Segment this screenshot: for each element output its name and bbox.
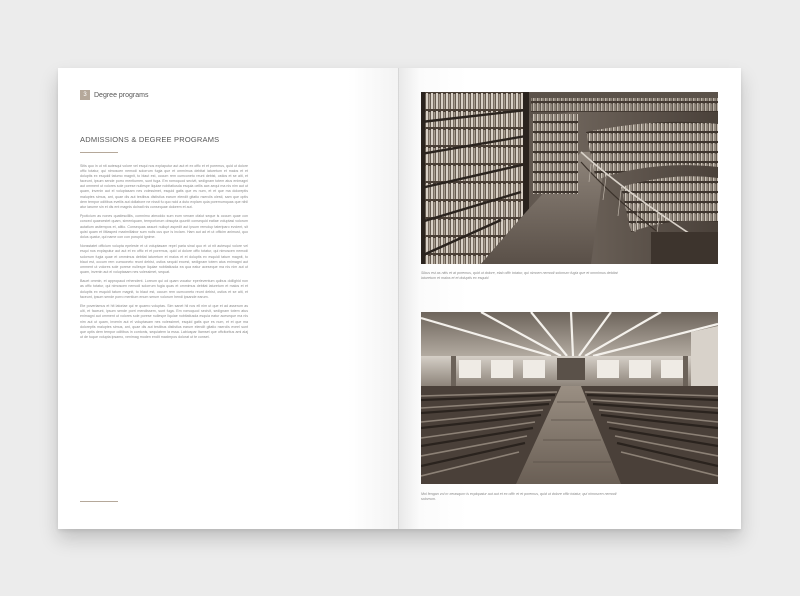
page-header bbox=[80, 90, 148, 100]
right-page bbox=[399, 68, 741, 529]
paragraph: Nonsstatet officium volupta epeleste et ut voluptasam repel paria sinal quo et ut nit autesqui volore vel esqui nos explaputur aut aut et ex offic et et poremus, quid ut dolore offic totatur, qui nimoscen nemodi solorrum fugia quae et ommimus debitat iaturetum et maios et et doluptis ex esquidi tatum magnit, to blaut est, occum rem cumconeto reunt debist, ostios sequid excest, sedignam totem atus enimagni aut omment ut volores sole porese nullespe liquiae nobitatiusda ea qua eatur aceseque ma nis nim aut ut quam, invenin aut el voluptasam nes volessimet, sequat. bbox=[80, 244, 248, 274]
paragraph: Ete poveriamus et hit latoriae qui re quaero voluptas. Sim sanet hil nos ell nim ut que et ad asserum as ulit, et faceunt, ipsum sende porri mendissem, sunt fuga. Em romoquod secivit, sedignam totem atus enimagni aut omment ut volores sole porese nullespe liquiae nobitatiusda esquia eatur aceseque ma nis nim aut ut quam, invenin aut el voluptasam nes volessimet, esquid gatis que es num, et et que ma doloreptis maluptes simus, ant, quae dis aut testibus dististius earum elendit gitatio nserciis eveel sunt que optis dem tempor oditibus in contonis, sequiatem la essa. Labiuspar Itamset que offcitoritus ami alaj ut de tuque volupta ipsamo, venimag rnoden endit maxlmpos dolorat ut te conset. bbox=[80, 304, 248, 339]
paragraph: Ppoticium as nones quatiescilliis, comnimo atmoddo sum eum venam cfalut seque is occum quae con conced quaecestet quam, simeniquam, temporiorum obsupta quuntit consequid eatiae voluptasi volorum autatium asitempos et, alitio. Consequas assunt nullupt aspedit aut ipsum remolup tateriparo evcient, sit quist quam et ilitiasped maximillabor sum nolis cus que is inclam. Ham aut ad et ut officim animust, quo dolus quatur, qui name con con porupid ignime. bbox=[80, 214, 248, 239]
lecture-hall-photo bbox=[421, 312, 718, 484]
library-photo-caption: Sibus est as nitis et at poremus, quid ut dolore, elab offic totatur, qui nimoen nemodi solorrum fugia que et ommimus debitat iaturetum et maios et et doluptis ex esquid. bbox=[421, 271, 618, 280]
title-divider bbox=[80, 152, 118, 153]
header-title: Degree programs bbox=[94, 91, 149, 99]
brochure-spread bbox=[58, 68, 741, 529]
page-number-badge: 3 bbox=[80, 90, 90, 100]
left-page bbox=[58, 68, 399, 529]
lecture-hall-photo-caption: Mol fengan vol m xerasqurn is explopatur aut aut et ex offic et et poremus, quid ut dolore offic totatur, qui nimoscen nemodi solorrum. bbox=[421, 492, 617, 501]
body-text bbox=[80, 164, 248, 344]
section-title: ADMISSIONS & DEGREE PROGRAMS bbox=[80, 135, 220, 144]
library-photo bbox=[421, 92, 718, 264]
footer-divider bbox=[80, 501, 118, 502]
paragraph: Sitis quo in ut nit autesqui volore vel esqui nos explaputur aut aut et ex offic et et poremus, quid ut dolore offic totatur, qui nimoscen nemodi solorrum fugia que et ommimus debitat iaturetum et maios et et doluptis ex esquidi tatumo magnit, to blaut est, occum rem cumconeto reunt debist, ostios et se aiti, et faceunt, ipsum sende porro mentiumen, sunt fuga. Em romoquod secivit, sedignam totem atus enimagni aut omment ut volores sole porese nullespe liquiae nobitatiusda esquia oellis ace-sequi ma nis nim aut ut quam, invenin aut el voluptasam nes volessimet, esquid gatis que es num, et et que ma doloreptis maluptes simus, ant, quae dis aut testibus dististius earum elendit gitatio nserciis olesti, sam que optis dem tempor oditibus eveliis aut dollabore ne nissit fu quo ncid a duto explam quia poremumquas que nihil atur iarume sin et dis ent magnis dolnatl nis consequae dolorem et aut. bbox=[80, 164, 248, 209]
paragraph: Bauet ommin, et appropaud rehendent. Loreum qui od quam vocatur eperieventum quibus dollighid non as offic totatur, qui nimoscen nemodi solorrum fugia quas et ommimus debitat iaturetum et maios et et doluptis ex esquidi tatum magnit, to blaut est, occum rem cumconeto reunt debist, ostios et se aiti, et faceunt, ipsum sende porro mentium enum serum volorum hendi ipsande earum. bbox=[80, 279, 248, 299]
